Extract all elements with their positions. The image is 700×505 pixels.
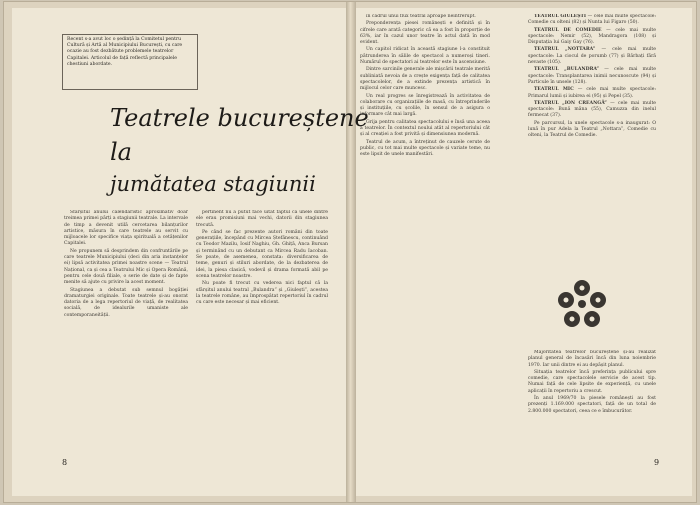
paragraph: Sfârșitul anului calendaristic aproximativ doar treimea primei părți a stagiunii teatrale. La intervale de timp a devenit utilă cercetarea bilanțurilor artistice, măsura în care teatrele au servit cu mijloacele lor specifice viața spirituală a cetățenilor Capitalei. <box>64 210 188 247</box>
paragraph: Preponderența piesei românești e definită și în cifrele care arată categoric că ea a fost în proporție de 63%, iar în cazul unor teatre în actul dată în mod evident. <box>360 21 490 46</box>
theatre-name: TEATRUL GIULEȘTI <box>534 14 587 19</box>
theatre-name: TEATRUL „BULANDRA” <box>534 67 600 73</box>
theatre-name: TEATRUL „NOTTARA” <box>534 47 596 53</box>
left-column-2 <box>196 210 328 478</box>
paragraph: Ne propunem să desprindem din confruntările pe care teatrele Municipiului (deci din aria instanțelor ei) lipsă activitatea primei noastre scene — Teatrul Național, ca și cea a Teatrului Mic și Opera Română, pentru cele două filiale, o serie de date și de fapte menite să ajute cu privire la acest moment. <box>64 248 188 286</box>
paragraph: Pe când se fac prezente autori români din toate generațiile, începând cu Mircea Ștefănescu, continuând cu Teodor Mazilu, Iosif Naghiu, Gh. Ghiță, Anca Bursan și terminând cu un debutant ca Mircea Radu Iacoban. Se poate, de asemenea, constata: diversificarea de teme, genuri și stiluri abordate, de la dezbaterea de idei, la piesa clasică, vodevil și drama formată abil pe scena teatrelor noastre. <box>196 229 328 279</box>
theatre-entry <box>528 87 656 100</box>
title-line-2: la <box>110 138 132 166</box>
right-column-2 <box>528 14 656 250</box>
paragraph: Un capitol ridicat în această stagiune l-a constituit pătrunderea în sălile de spectacol a numeroși tineri. Numărul de spectatori ai teatrelor este în ascensiune. <box>360 47 490 66</box>
theatre-details: — cele mai multe spectacole: Bună mâna (55), Camuzza din inelul fermecat (37). <box>528 100 656 119</box>
paragraph: Nu poate fi trecut cu vederea nici faptul că la sfârșitul anului teatral „Bulandra” și „Giulești”, acestea la teatrele române, au împrospătat repertoriul în cadrul cu care este necesar și mai eficient. <box>196 281 328 306</box>
theatre-details: — cele mai multe spectacole: La ciocul de porumb (77) și Bărbați fără nevaste (105). <box>528 47 656 66</box>
theatre-details: — cele mai multe spectacole: Comedie cu olteni (82) și Nunta lui Figaro (50). <box>528 14 656 26</box>
paragraph: Situația teatrelor încă preferința publicului spre comedie, care spectacolele servicie de acest tip. Numai față de cele lipsite de experiență, cu unele aplicații în repertoriu a crescut. <box>528 369 656 394</box>
theatre-entry <box>528 101 656 120</box>
theatre-name: TEATRUL DE COMEDIE <box>534 27 602 33</box>
theatre-details: — cele mai multe spectacole: Nemir (52), Mandragora (108) și Disputația lui Gaiy Gay (76). <box>528 27 656 46</box>
paragraph: Un real progres se înregistrează în activitatea de colaborare cu organizațiile de masă, cu întreprinderile și instituțiile, cu școlile, în sensul de a asigura o informare cât mai largă. <box>360 93 490 118</box>
right-column-1 <box>360 14 490 470</box>
title-line-1: Teatrele bucureștene <box>110 104 369 132</box>
paragraph: Majoritatea teatrelor bucureștene și-au realizat planul general de încasări încă din luna noiembrie 1970. Iar unii dintre ei au depășit planul. <box>528 350 656 368</box>
gutter <box>346 2 356 502</box>
theatre-details: — cele mai multe spectacole: Primarul lumii și iubirea ei (95) și Pepel (35). <box>528 87 656 99</box>
page-number-left: 8 <box>62 458 68 467</box>
theatre-name: TEATRUL „ION CREANGĂ” <box>534 100 607 106</box>
title-line-3: jumătatea stagiunii <box>110 172 316 196</box>
paragraph: în cadrul unui flux teatral aproape neîntrerupt. <box>366 14 476 19</box>
right-column-2-bottom <box>528 350 656 460</box>
page-number-right: 9 <box>654 458 660 467</box>
theatre-entry <box>528 14 656 27</box>
theatre-entry <box>528 67 656 86</box>
left-column-1 <box>64 210 188 478</box>
paragraph: Dintre sarcinile generale ale mișcării teatrale merită subliniată nevoia de a crește exigența față de calitatea spectacolelor, de a extinde prezența artistică în mijlocul celor care muncesc. <box>360 67 490 92</box>
intro-box: Recent s-a avut loc o ședință la Comitetul pentru Cultură și Artă al Municipiului București, cu care ocazie au fost dezbătute problemele teatrelor Capitalei. Articolul de față reflectă principalele chestiuni abordate. <box>62 34 198 90</box>
paragraph: pertinent nu a putut face uitat faptul că unele dintre ele erau promisiuni mai vechi, datorii din stagiunea trecută. <box>196 210 328 228</box>
paragraph: Teatrul de acum, a întreținut de cauzele cerute de public, cu tot mai multe spectacole și variate teme, nu este lipsit de unele manifestări. <box>360 139 490 158</box>
flower-ornament-icon <box>554 276 610 332</box>
theatre-entry <box>528 47 656 66</box>
theatre-entry <box>528 28 656 47</box>
theatre-details: — cele mai multe spectacole: Transplantarea inimii necunoscute (94) și Particule în unsele (128). <box>528 67 656 85</box>
paragraph: Grija pentru calitatea spectacolului e însă una aceea a teatrelor. În contextul noului atât al repertoriului cât și al creației a fost privită și dimensiunea modernă. <box>360 119 490 138</box>
paragraph: În anul 1969/70 la piesele românești au fost prezenți 1.169.000 spectatori, față de un total de 2.800.000 spectatori, ceea ce e îmbucurător. <box>528 396 656 414</box>
paragraph: Pe parcursul, la unele spectacole s-a inaugurat: O lună în pur Adela la Teatrul „Nottara”, Comedie cu olteni, la Teatrul de Comedie. <box>528 120 656 139</box>
paragraph: Stagiunea a debutat sub semnul bogăției dramaturgiei originale. Toate teatrele și-au onorat datoria de a lega repertoriul de viață, de realitatea socială, de idealurile umaniste ale contemporaneității. <box>64 287 188 318</box>
theatre-name: TEATRUL MIC <box>534 87 574 93</box>
